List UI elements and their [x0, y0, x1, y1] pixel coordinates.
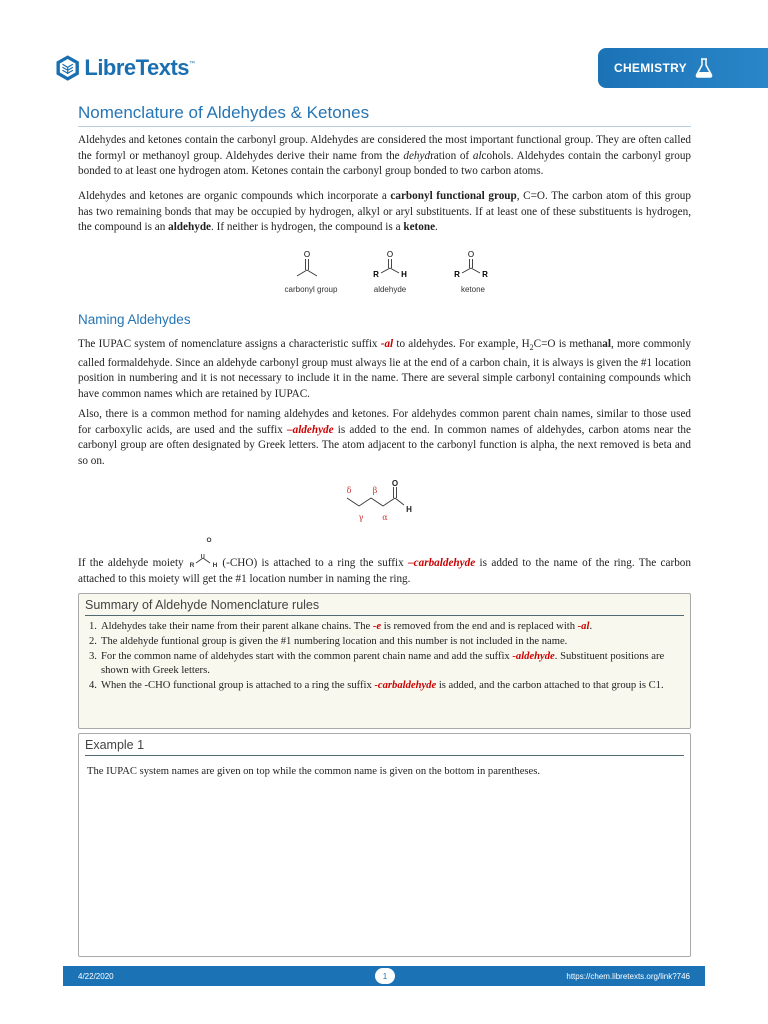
text-run-italic: dehyd — [403, 149, 431, 162]
subject-label: CHEMISTRY — [614, 61, 687, 75]
text-run: is added to the end. In common names of aldehydes, carbon atoms near the carbonyl group are often designated by Greek letters. The atom adjacent to the carbonyl function is alpha, the next removed is beta and so on. — [78, 423, 691, 467]
list-item — [89, 650, 682, 680]
suffix-carbaldehyde: –carbaldehyde — [408, 557, 476, 569]
text-run-italic: al — [472, 149, 482, 162]
text-run: is added, and the carbon attached to that group is C1. — [436, 680, 664, 692]
footer-date: 4/22/2020 — [78, 971, 114, 981]
greek-gamma: γ — [358, 513, 364, 522]
suffix-aldehyde: -aldehyde — [512, 650, 555, 662]
text-run: (-CHO) is attached to a ring the suffix — [218, 557, 409, 569]
r-group: R — [454, 270, 460, 279]
text-run: , C=O. The carbon atom of this group has two remaining bonds that may be occupied by hydrogen, alkyl or aryl substituents. If at least one of these substituents is hydrogen, the compound is an — [78, 190, 691, 233]
text-run: Also, there is a common method for naming aldehydes and ketones. For aldehydes common parent chain names, similar to those used for carboxylic acids, are used and the suffix — [78, 408, 691, 436]
cho-moiety-oxygen — [203, 533, 215, 545]
ketone-structure — [454, 250, 488, 279]
greek-delta: δ — [346, 486, 352, 495]
text-run: Aldehydes and ketones are organic compounds which incorporate a — [78, 190, 391, 202]
flask-icon — [695, 58, 713, 78]
suffix-al: -al — [577, 621, 590, 632]
oxygen-atom: O — [391, 479, 399, 488]
logo-text: LibreTexts — [84, 55, 189, 80]
example-text: The IUPAC system names are given on top while the common name is given on the bottom in parentheses. — [87, 766, 540, 777]
subject-banner[interactable] — [598, 48, 768, 88]
caption-aldehyde: aldehyde — [373, 285, 407, 294]
logo-trademark: ™ — [189, 61, 195, 67]
list-number: 4. — [89, 680, 97, 692]
hydrogen-atom: H — [406, 505, 412, 514]
list-item — [89, 620, 682, 635]
summary-rules-list — [79, 616, 690, 694]
summary-box — [78, 593, 691, 729]
text-run: Aldehydes take their name from their parent alkane chains. The — [101, 621, 373, 632]
text-run: Aldehydes and ketones contain the carbonyl group. Aldehydes are considered the most important functional group. They are often called the formyl or methanoyl group. Aldehydes derive their name from the — [78, 134, 691, 162]
example-title: Example 1 — [85, 738, 145, 752]
list-number: 2. — [89, 635, 97, 647]
term-aldehyde: aldehyde — [168, 221, 212, 233]
page-number-badge: 1 — [375, 968, 395, 984]
oxygen-atom: O — [303, 250, 311, 259]
hydrogen-atom: H — [401, 270, 407, 279]
text-run: to aldehydes. For example, H — [393, 338, 530, 350]
list-item-text — [101, 620, 592, 635]
text-run: is removed from the end and is replaced with — [381, 621, 578, 632]
text-run: . — [435, 221, 438, 233]
text-run: The IUPAC system of nomenclature assigns a characteristic suffix — [78, 338, 381, 350]
oxygen-atom: O — [206, 537, 212, 544]
r-group: R — [482, 270, 488, 279]
greek-letter-chain-figure — [335, 478, 435, 528]
text-run: cohols. Aldehydes contain the carbonyl group bonded to at least one hydrogen atom. Ketones contain the carbonyl group bonded to two carbon atoms. — [78, 149, 692, 177]
naming-paragraph-1 — [78, 337, 691, 402]
naming-paragraph-3 — [78, 554, 691, 587]
page-footer — [63, 966, 705, 986]
section-heading-naming-aldehydes: Naming Aldehydes — [78, 312, 191, 327]
r-group: R — [189, 562, 195, 568]
list-item-text — [101, 679, 664, 694]
carbonyl-group-structure — [297, 250, 317, 276]
greek-alpha: α — [382, 513, 388, 522]
text-run: . If neither is hydrogen, the compound is a — [211, 221, 404, 233]
caption-ketone: ketone — [460, 285, 486, 294]
text-run: When the -CHO functional group is attached to a ring the suffix — [101, 680, 375, 692]
aldehyde-structure — [373, 250, 407, 279]
text-run: is added to the name of the ring. The carbon attached to this moiety will get the #1 location number in naming the ring. — [78, 557, 691, 585]
suffix-al: -al — [380, 338, 394, 350]
title-divider — [78, 126, 691, 127]
text-run-bold: al — [602, 338, 611, 350]
intro-paragraph-2 — [78, 189, 691, 236]
oxygen-atom: O — [386, 250, 394, 259]
libretexts-logo[interactable] — [55, 48, 195, 88]
text-run: . — [589, 621, 593, 632]
suffix-aldehyde: –aldehyde — [287, 423, 334, 436]
text-run: ration of — [430, 149, 473, 162]
footer-link[interactable]: https://chem.libretexts.org/link?746 — [566, 971, 690, 981]
page-title: Nomenclature of Aldehydes & Ketones — [78, 103, 370, 122]
list-number: 1. — [89, 621, 97, 632]
libretexts-logo-icon — [55, 50, 80, 86]
intro-paragraph-1 — [78, 133, 691, 180]
greek-beta: β — [372, 486, 378, 495]
text-run: , more commonly called formaldehyde. Since an aldehyde carbonyl group must always lie at the end of a carbon chain, it is always is given the #1 location position in numbering and it is not necessary to include it in the name. There are several simple carbonyl containing compounds which have common names which are retained by IUPAC. — [78, 338, 691, 400]
text-run: C=O is methan — [533, 338, 603, 350]
suffix-carbaldehyde: -carbaldehyde — [374, 680, 437, 692]
subscript: 2 — [529, 343, 534, 353]
suffix-e: -e — [372, 621, 382, 632]
term-ketone: ketone — [403, 221, 436, 233]
list-item-text: The aldehyde funtional group is given the #1 numbering location and this number is not included in the name. — [101, 635, 568, 647]
oxygen-atom: O — [467, 250, 475, 259]
r-group: R — [373, 270, 379, 279]
list-item — [89, 679, 682, 694]
page-header — [0, 0, 768, 95]
hydrogen-atom: H — [212, 562, 218, 568]
text-run: If the aldehyde moiety — [78, 557, 189, 569]
carbonyl-structures-figure — [270, 246, 510, 298]
list-number: 3. — [89, 650, 97, 662]
naming-paragraph-2 — [78, 407, 691, 469]
text-run: . Substituent positions are shown with Greek letters. — [101, 650, 665, 677]
example-box — [78, 733, 691, 957]
cho-moiety-structure — [188, 554, 218, 568]
summary-title: Summary of Aldehyde Nomenclature rules — [85, 598, 320, 612]
term-carbonyl-functional-group: carbonyl functional group — [390, 190, 517, 202]
text-run: For the common name of aldehydes start with the common parent chain name and add the suffix — [101, 650, 513, 662]
list-item — [89, 635, 682, 650]
list-item-text — [101, 650, 682, 680]
caption-carbonyl-group: carbonyl group — [284, 285, 338, 294]
